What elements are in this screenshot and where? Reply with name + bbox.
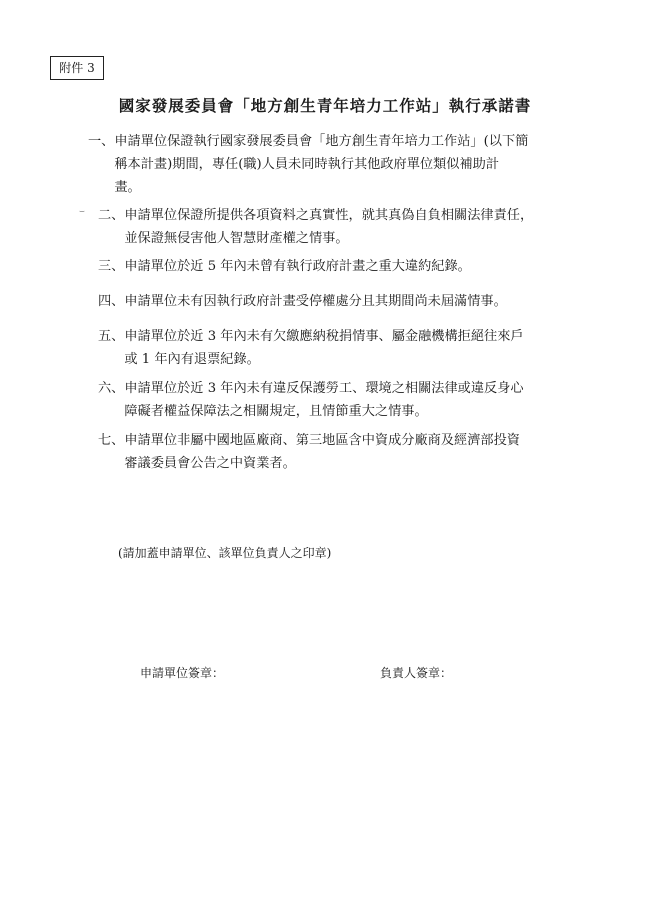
item-line: 申請單位於近 3 年內未有違反保護勞工、環境之相關法律或違反身心: [124, 381, 524, 396]
item-number: 三、: [98, 259, 125, 274]
attachment-tag: 附件 3: [50, 56, 104, 80]
list-item: [98, 255, 588, 278]
item-line: 申請單位保證所提供各項資料之真實性，就其真偽自負相關法律責任，: [124, 208, 534, 223]
list-item: [98, 204, 588, 250]
item-text: [114, 130, 588, 199]
item-number: 一、: [88, 134, 115, 149]
item-line: 障礙者權益保障法之相關規定，且情節重大之情事。: [124, 404, 428, 419]
item-line: 申請單位未有因執行政府計畫受停權處分且其期間尚未屆滿情事。: [124, 294, 507, 309]
list-item: [98, 325, 588, 371]
seal-note: (請加蓋申請單位、該單位負責人之印章): [118, 546, 332, 560]
item-line: 並保證無侵害他人智慧財產權之情事。: [124, 231, 349, 246]
item-number: 七、: [98, 433, 125, 448]
item-text: [124, 377, 588, 423]
item-line: 稱本計畫)期間，專任(職)人員未同時執行其他政府單位類似補助計: [114, 157, 500, 172]
list-item: [98, 429, 588, 475]
commitment-list: [88, 130, 588, 475]
unit-signature-label: 申請單位簽章：: [140, 666, 225, 680]
item-line: 申請單位於近 3 年內未有欠繳應納稅捐情事、屬金融機構拒絕往來戶: [124, 329, 524, 344]
item-line: 申請單位非屬中國地區廠商、第三地區含中資成分廠商及經濟部投資: [124, 433, 520, 448]
item-line: 或 1 年內有退票紀錄。: [124, 352, 260, 367]
item-number: 五、: [98, 329, 125, 344]
document-title: 國家發展委員會「地方創生青年培力工作站」執行承諾書: [118, 96, 532, 115]
list-item: [88, 130, 588, 199]
item-text: [124, 255, 588, 278]
item-text: [124, 290, 588, 313]
scan-mark: ⌣: [79, 207, 85, 217]
item-number: 六、: [98, 381, 125, 396]
item-text: [124, 204, 588, 250]
item-text: [124, 429, 588, 475]
item-line: 審議委員會公告之中資業者。: [124, 456, 296, 471]
head-signature-label: 負責人簽章：: [380, 666, 453, 680]
item-number: 二、: [98, 208, 125, 223]
list-item: [98, 377, 588, 423]
item-text: [124, 325, 588, 371]
item-line: 畫。: [114, 180, 141, 195]
item-number: 四、: [98, 294, 125, 309]
list-item: [98, 290, 588, 313]
item-line: 申請單位於近 5 年內未曾有執行政府計畫之重大違約紀錄。: [124, 259, 471, 274]
item-line: 申請單位保證執行國家發展委員會「地方創生青年培力工作站」(以下簡: [114, 134, 529, 149]
